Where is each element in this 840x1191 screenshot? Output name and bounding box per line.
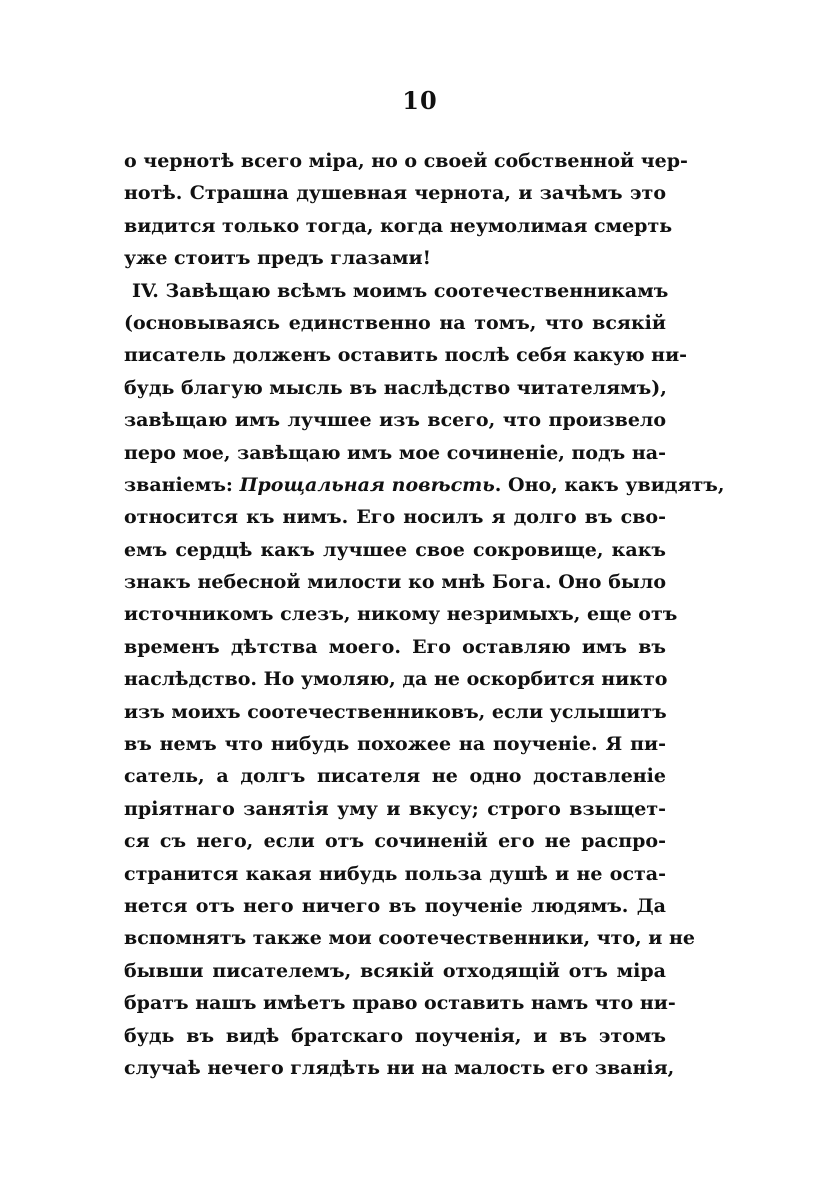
text-line: изъ моихъ соотечественниковъ, если услышитъ: [124, 700, 667, 723]
text-line: будь благую мысль въ наслѣдство читателямъ),: [124, 376, 667, 399]
text-line: емъ сердцѣ какъ лучшее свое сокровище, какъ: [124, 538, 666, 561]
text-line-with-title: [124, 469, 725, 501]
text-line: уже стоитъ предъ глазами!: [124, 247, 431, 270]
text-line: въ немъ что нибудь похожее на поученіе. Я пи-: [124, 733, 666, 756]
text-line: наслѣдство. Но умоляю, да не оскорбится никто: [124, 668, 668, 691]
text-line: источникомъ слезъ, никому незримыхъ, еще отъ: [124, 603, 678, 626]
text-line: пріятнаго занятія уму и вкусу; строго взыщет-: [124, 797, 666, 820]
text-line: нется отъ него ничего въ поученіе людямъ. Да: [124, 894, 666, 917]
text-line: вспомнятъ также мои соотечественники, что, и не: [124, 927, 695, 950]
text-fragment: . Оно, какъ увидятъ,: [494, 473, 725, 496]
page-number: 10: [402, 86, 438, 115]
text-line: бывши писателемъ, всякій отходящій отъ міра: [124, 959, 666, 982]
text-line: писатель долженъ оставить послѣ себя какую ни-: [124, 344, 688, 367]
italic-work-title: Прощальная повѣсть: [239, 473, 495, 496]
text-line: будь въ видѣ братскаго поученія, и въ этомъ: [124, 1024, 666, 1047]
text-line: перо мое, завѣщаю имъ мое сочиненіе, подъ на-: [124, 441, 666, 464]
text-line: ся съ него, если отъ сочиненій его не распро-: [124, 830, 666, 853]
text-line: о чернотѣ всего міра, но о своей собственной чер-: [124, 150, 688, 172]
text-line: знакъ небесной милости ко мнѣ Бога. Оно было: [124, 571, 666, 594]
text-line: нотѣ. Страшна душевная чернота, и зачѣмъ это: [124, 182, 666, 205]
text-line: относится къ нимъ. Его носилъ я долго въ сво-: [124, 506, 666, 529]
text-line: (основываясь единственно на томъ, что всякій: [124, 311, 666, 334]
text-line: случаѣ нечего глядѣть ни на малость его званія,: [124, 1056, 675, 1079]
text-line: братъ нашъ имѣетъ право оставить намъ что ни-: [124, 992, 676, 1015]
text-line: сатель, а долгъ писателя не одно доставленіе: [124, 765, 666, 788]
text-line: странится какая нибудь польза душѣ и не оста-: [124, 862, 666, 885]
text-line: IV. Завѣщаю всѣмъ моимъ соотечественникамъ: [132, 279, 669, 302]
body-text: [124, 145, 725, 1084]
text-line: видится только тогда, когда неумолимая смерть: [124, 214, 673, 237]
text-line: временъ дѣтства моего. Его оставляю имъ въ: [124, 635, 666, 658]
text-fragment: званіемъ:: [124, 473, 240, 496]
text-line: завѣщаю имъ лучшее изъ всего, что произвело: [124, 409, 666, 432]
